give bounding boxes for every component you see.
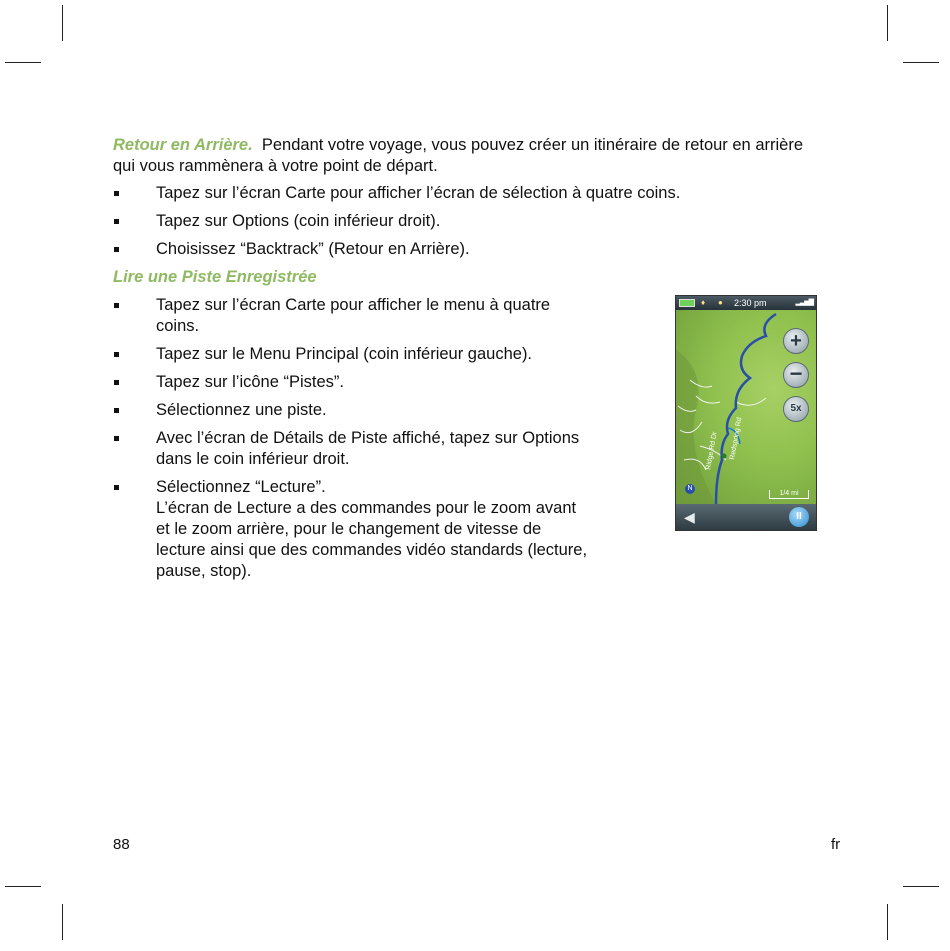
signal-icon: ▂▃▅▇ [795, 299, 813, 306]
bullet-icon [114, 191, 119, 196]
playback-speed-button[interactable]: 5x [783, 396, 809, 422]
list-item: Tapez sur le Menu Principal (coin inférieur gauche). [113, 344, 591, 365]
bullet-icon [114, 485, 119, 490]
crop-mark [887, 5, 888, 41]
list-item: Tapez sur Options (coin inférieur droit). [113, 211, 813, 232]
status-time: 2:30 pm [734, 298, 767, 308]
gps-playback-screenshot [675, 295, 817, 531]
bullet-icon [114, 219, 119, 224]
crop-mark [903, 886, 939, 887]
zoom-in-button[interactable]: + [783, 328, 809, 354]
crop-mark [903, 62, 939, 63]
list-item: Choisissez “Backtrack” (Retour en Arrière). [113, 239, 813, 260]
crop-mark [5, 62, 41, 63]
list-item: Avec l’écran de Détails de Piste affiché, tapez sur Options dans le coin inférieur droit. [113, 428, 591, 470]
crop-mark [5, 886, 41, 887]
gps-icon: ● [718, 298, 723, 307]
backtrack-intro: Pendant votre voyage, vous pouvez créer un itinéraire de retour en arrière qui vous rammènera à votre point de départ. [113, 136, 803, 175]
bullet-icon [114, 408, 119, 413]
map-scale: 1/4 mi [769, 490, 809, 499]
road-label: Ridge Rd Dr [705, 431, 719, 471]
bullet-icon [114, 436, 119, 441]
playback-heading: Lire une Piste Enregistrée [113, 268, 317, 286]
playback-detail: L’écran de Lecture a des commandes pour le zoom avant et le zoom arrière, pour le changement de vitesse de lecture ainsi que des commandes vidéo standards (lecture, pause, stop). [156, 499, 588, 580]
compass-icon: N [685, 484, 695, 494]
zoom-out-button[interactable]: − [783, 362, 809, 388]
list-item: Tapez sur l’écran Carte pour afficher le menu à quatre coins. [113, 295, 591, 337]
bullet-icon [114, 303, 119, 308]
back-arrow-icon[interactable]: ◀ [684, 509, 695, 525]
bullet-icon [114, 247, 119, 252]
status-bar [676, 296, 816, 310]
road-label: Redspring Rd [729, 416, 744, 461]
bulb-icon: ♦ [701, 298, 706, 307]
list-item: Sélectionnez “Lecture”. L’écran de Lecture a des commandes pour le zoom avant et le zoom arrière, pour le changement de vitesse de lecture ainsi que des commandes vidéo standards (lecture, pause, stop). [113, 477, 591, 582]
battery-icon [679, 299, 695, 307]
pause-button[interactable]: II [789, 507, 809, 527]
crop-mark [62, 5, 63, 41]
page-number: 88 [113, 836, 130, 853]
bullet-icon [114, 352, 119, 357]
crop-mark [62, 904, 63, 940]
language-code: fr [831, 836, 841, 853]
backtrack-heading: Retour en Arrière. [113, 136, 253, 154]
list-item: Sélectionnez une piste. [113, 400, 591, 421]
list-item: Tapez sur l’icône “Pistes”. [113, 372, 591, 393]
bullet-icon [114, 380, 119, 385]
map-view [676, 310, 816, 504]
bottom-bar [676, 504, 816, 530]
backtrack-paragraph [113, 135, 813, 177]
backtrack-steps [113, 183, 813, 260]
list-item: Tapez sur l’écran Carte pour afficher l’écran de sélection à quatre coins. [113, 183, 813, 204]
crop-mark [887, 904, 888, 940]
